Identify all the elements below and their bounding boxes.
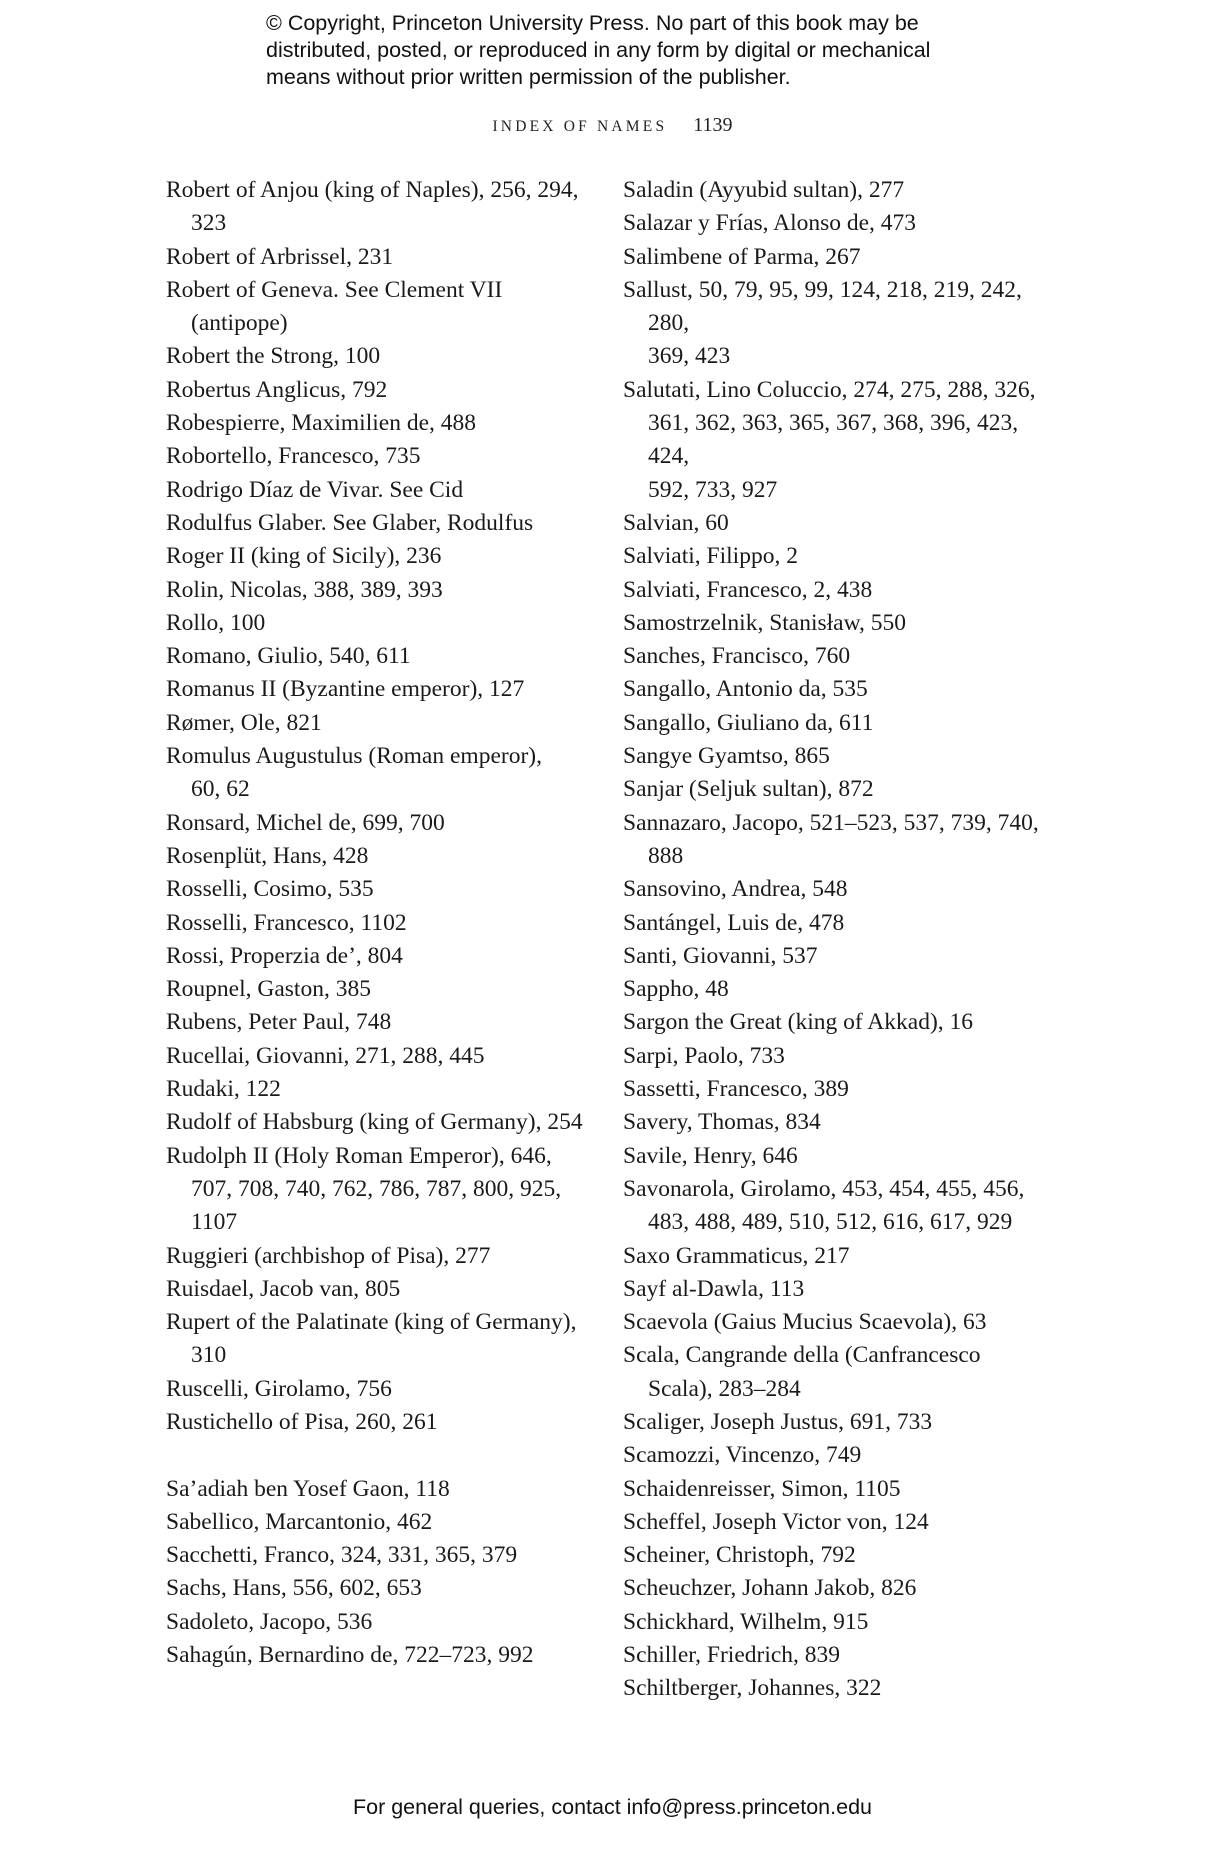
index-entry: Sabellico, Marcantonio, 462 [166, 1508, 433, 1535]
index-entry: Salutati, Lino Coluccio, 274, 275, 288, 326, 361, 362, 363, 365, 367, 368, 396, 423, 424, 592, 733, 927 [623, 376, 1036, 503]
index-entry: Sangye Gyamtso, 865 [623, 743, 830, 770]
index-column-left [166, 174, 591, 1672]
index-entry: Sannazaro, Jacopo, 521–523, 537, 739, 740, 888 [623, 809, 1039, 869]
index-entry: Saladin (Ayyubid sultan), 277 [623, 177, 905, 203]
index-entry: Scheffel, Joseph Victor von, 124 [623, 1508, 929, 1535]
footer-contact: For general queries, contact info@press.princeton.edu [352, 1795, 872, 1819]
index-entry: Salvian, 60 [623, 509, 729, 536]
index-entry: Salviati, Filippo, 2 [623, 543, 798, 570]
index-entry: Schickhard, Wilhelm, 915 [623, 1608, 869, 1635]
copyright-line: means without prior written permission of the publisher. [266, 65, 791, 89]
index-entry: Robertus Anglicus, 792 [166, 376, 388, 403]
index-entry: Scheuchzer, Johann Jakob, 826 [623, 1575, 917, 1602]
index-entry: Savile, Henry, 646 [623, 1142, 798, 1169]
index-entry: Sanjar (Seljuk sultan), 872 [623, 776, 874, 803]
index-entry: Rømer, Ole, 821 [166, 709, 322, 736]
index-entry: Sappho, 48 [623, 976, 729, 1003]
index-entry: Rudolf of Habsburg (king of Germany), 254 [166, 1109, 583, 1136]
index-entry: Roger II (king of Sicily), 236 [166, 543, 442, 570]
index-entry: Saxo Grammaticus, 217 [623, 1242, 850, 1269]
index-entry: Savonarola, Girolamo, 453, 454, 455, 456, 483, 488, 489, 510, 512, 616, 617, 929 [623, 1175, 1025, 1236]
index-entry: Ruggieri (archbishop of Pisa), 277 [166, 1242, 491, 1269]
index-entry: Sachs, Hans, 556, 602, 653 [166, 1575, 422, 1602]
index-entry: Robert of Arbrissel, 231 [166, 243, 394, 270]
index-entry: Sarpi, Paolo, 733 [623, 1042, 785, 1069]
index-entry: Santángel, Luis de, 478 [623, 909, 845, 936]
index-entry: Sallust, 50, 79, 95, 99, 124, 218, 219, 242, 280, 369, 423 [623, 276, 1022, 370]
index-entry: Santi, Giovanni, 537 [623, 942, 818, 969]
index-entry: Scaevola (Gaius Mucius Scaevola), 63 [623, 1309, 987, 1336]
index-entry: Robespierre, Maximilien de, 488 [166, 410, 476, 437]
section-gap [166, 1439, 591, 1472]
index-entry: Robert of Geneva. See Clement VII (antipope) [166, 276, 503, 337]
index-entry: Sacchetti, Franco, 324, 331, 365, 379 [166, 1542, 518, 1569]
index-entry: Romulus Augustulus (Roman emperor), 60, 62 [166, 743, 542, 803]
index-entry: Scala, Cangrande della (Canfrancesco Scala), 283–284 [623, 1342, 981, 1402]
index-entry: Rossi, Properzia de’, 804 [166, 942, 403, 969]
index-entry: Sassetti, Francesco, 389 [623, 1076, 849, 1103]
index-entry: Ruscelli, Girolamo, 756 [166, 1375, 392, 1402]
index-entry: Ruisdael, Jacob van, 805 [166, 1275, 401, 1302]
index-entry: Rudaki, 122 [166, 1076, 281, 1103]
running-head [0, 114, 1225, 137]
index-entry: Scheiner, Christoph, 792 [623, 1542, 856, 1569]
index-entry: Romano, Giulio, 540, 611 [166, 643, 411, 670]
index-entry: Scamozzi, Vincenzo, 749 [623, 1442, 862, 1469]
index-entry: Sadoleto, Jacopo, 536 [166, 1608, 373, 1635]
index-entry: Rucellai, Giovanni, 271, 288, 445 [166, 1042, 485, 1069]
copyright-notice [266, 10, 1026, 91]
index-entry: Schiltberger, Johannes, 322 [623, 1675, 882, 1702]
index-entry: Schaidenreisser, Simon, 1105 [623, 1475, 901, 1502]
index-entry: Roupnel, Gaston, 385 [166, 976, 371, 1003]
index-entry: Rodulfus Glaber. See Glaber, Rodulfus [166, 509, 534, 536]
index-entry: Salazar y Frías, Alonso de, 473 [623, 210, 917, 237]
index-entry: Sahagún, Bernardino de, 722–723, 992 [166, 1642, 534, 1669]
index-entry: Robert the Strong, 100 [166, 343, 381, 370]
index-entry: Rustichello of Pisa, 260, 261 [166, 1408, 438, 1435]
copyright-line: distributed, posted, or reproduced in any form by digital or mechanical [266, 38, 931, 62]
index-column-right [623, 174, 1063, 1706]
index-entry: Rollo, 100 [166, 609, 266, 636]
index-entry: Sansovino, Andrea, 548 [623, 876, 848, 903]
index-entry: Romanus II (Byzantine emperor), 127 [166, 676, 525, 703]
index-entry: Sangallo, Antonio da, 535 [623, 676, 868, 703]
index-entry: Salviati, Francesco, 2, 438 [623, 576, 873, 603]
index-entry: Ronsard, Michel de, 699, 700 [166, 809, 445, 836]
index-entry: Scaliger, Joseph Justus, 691, 733 [623, 1408, 933, 1435]
index-entry: Robert of Anjou (king of Naples), 256, 294, 323 [166, 177, 579, 237]
index-entry: Rosselli, Cosimo, 535 [166, 876, 374, 903]
running-head-title: INDEX OF NAMES [492, 118, 668, 135]
index-entry: Rosselli, Francesco, 1102 [166, 909, 407, 936]
index-entry: Robortello, Francesco, 735 [166, 443, 421, 470]
index-entry: Schiller, Friedrich, 839 [623, 1642, 841, 1669]
index-entry: Sanches, Francisco, 760 [623, 643, 851, 670]
index-entry: Rodrigo Díaz de Vivar. See Cid [166, 476, 464, 503]
index-entry: Savery, Thomas, 834 [623, 1109, 821, 1136]
index-entry: Rudolph II (Holy Roman Emperor), 646, 707, 708, 740, 762, 786, 787, 800, 925, 1107 [166, 1142, 562, 1236]
copyright-line: © Copyright, Princeton University Press. No part of this book may be [266, 11, 919, 35]
page-number: 1139 [693, 114, 733, 136]
index-entry: Rupert of the Palatinate (king of Germany), 310 [166, 1309, 577, 1369]
index-entry: Sayf al-Dawla, 113 [623, 1275, 805, 1302]
index-entry: Samostrzelnik, Stanisław, 550 [623, 609, 907, 636]
index-entry: Salimbene of Parma, 267 [623, 243, 861, 270]
index-entry: Rosenplüt, Hans, 428 [166, 842, 369, 869]
index-entry: Sa’adiah ben Yosef Gaon, 118 [166, 1475, 450, 1502]
index-entry: Sangallo, Giuliano da, 611 [623, 709, 874, 736]
index-entry: Sargon the Great (king of Akkad), 16 [623, 1009, 974, 1036]
index-entry: Rubens, Peter Paul, 748 [166, 1009, 392, 1036]
index-entry: Rolin, Nicolas, 388, 389, 393 [166, 576, 443, 603]
